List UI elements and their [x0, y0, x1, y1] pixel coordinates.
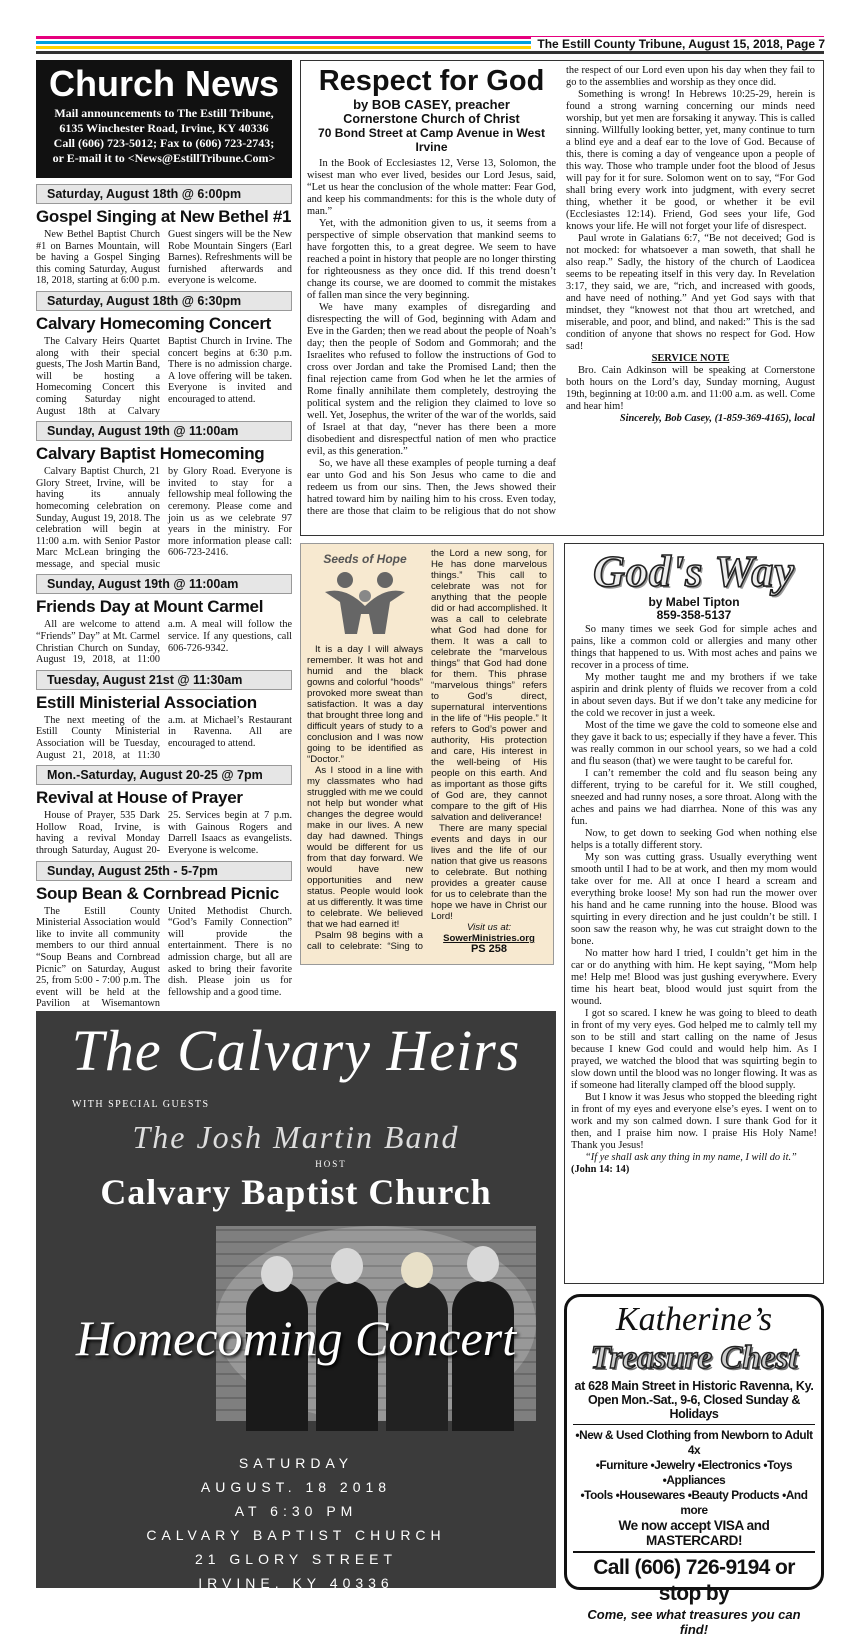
family-figures-icon — [315, 566, 415, 636]
person-head — [331, 1248, 363, 1284]
store-address: at 628 Main Street in Historic Ravenna, Ky. — [574, 1379, 814, 1393]
flyer-host-label: HOST — [315, 1159, 347, 1169]
flyer-church: Calvary Baptist Church — [100, 1172, 492, 1212]
store-name-subtitle: Treasure Chest — [590, 1340, 798, 1376]
event-item — [36, 574, 292, 665]
katherines-treasure-chest-ad — [564, 1294, 824, 1637]
column-paragraph: Most of the time we gave the cold to someone else and they gave it back to us; especially if they have a fever. This was really common in our school years, so we had a cold and flu season (that) we were taught to be careful for. — [571, 720, 817, 767]
church-name: Cornerstone Church of Christ — [343, 112, 520, 126]
service-note-heading: SERVICE NOTE — [651, 353, 730, 364]
event-date: Sunday, August 25th - 5-7pm — [36, 861, 292, 881]
event-date: Tuesday, August 21st @ 11:30am — [36, 670, 292, 690]
submission-info: Mail announcements to The Estill Tribune, 6135 Winchester Road, Irvine, KY 40336 Call (606) 723-5012; Fax to (606) 723-2743; or E-mail it to <News@EstillTribune.Com> — [52, 106, 276, 165]
event-body: The Estill County Ministerial Association would like to invite all community members to our third annual “Soup Beans and Cornbread Picnic” on Saturday, August 25, from 5:00 - 7:00 p.m. The event will be held at the Pavilion at Wisemantown United Methodist Church. “God’s Family Connection” will provide the entertainment. There is no admission charge, but all are asked to bring their favorite dish. Please join us for fellowship and a good time. — [36, 905, 292, 1010]
event-date: Saturday, August 18th @ 6:00pm — [36, 184, 292, 204]
gods-way-column — [564, 543, 824, 1284]
event-date: Mon.-Saturday, August 20-25 @ 7pm — [36, 765, 292, 785]
visit-label: Visit us at: — [466, 922, 512, 933]
flyer-details: SATURDAY AUGUST. 18 2018 AT 6:30 PM CALVARY BAPTIST CHURCH 21 GLORY STREET IRVINE, KY 40336 — [146, 1455, 446, 1591]
scripture-quote: “If ye shall ask any thing in my name, I will do it.” — [585, 1152, 797, 1163]
article-byline: by BOB CASEY, preacher — [353, 97, 510, 112]
column-paragraph: I got so scared. I knew he was going to bleed to death in front of my very eyes. God helped me to calmly tell my son to be still and start calling on the name of Jesus because I knew God could and would help him. As I prayed, we watched the blood that was squirting begin to slow down until the blood was no longer flowing. It was as if someone had literally clamped off the blood supply. — [571, 1008, 817, 1091]
column-paragraph: My mother taught me and my brothers if we take aspirin and drink plenty of fluids we recover from a cold in about seven days. But if we don’t take any medicine for the cold we recover in just a week. — [571, 672, 817, 719]
event-date: Saturday, August 18th @ 6:30pm — [36, 291, 292, 311]
column-paragraph: Psalm 98 begins with a call to celebrate: “Sing to the Lord a new song, for He has done marvelous things.” This call to celebrate was not for anything that the people did or had accomplished. It was a call to celebrate what God had done for them. It was a call to celebrate the “marvelous things” that God had done for them. This phrase “marvelous things” refers to God’s direct, supernatural interventions in the life of “His people.” It refers to God’s power and authority, His protection and care, His interest in the well-being of His people on this earth. And as important as those gifts of God are, they cannot compare to the gift of His salvation and deliverance! — [307, 548, 547, 952]
article-paragraph: Yet, with the admonition given to us, it seems from a perspective of simple observation that mankind seems to have forgotten this, to a great degree. We seem to have reached a point in history that people are no longer thirsting for righteousness as they once did. If this trend doesn’t change its course, we are doomed to commit the mistakes of fallen man since the very beginning. — [307, 218, 556, 301]
author-phone: 859-358-5137 — [656, 608, 732, 622]
store-hours: Open Mon.-Sat., 9-6, Closed Sunday & Holidays — [573, 1393, 815, 1425]
article-paragraph: We have many examples of disregarding and disrespecting the will of God, beginning with Adam and Eve in the Garden; then we read about the people of Noah’s day; then the people of Sodom and Gommorah; and the Israelites who refused to follow the instructions of God to cross over Jordan and take the Promised Land; then the final rejection came from God when he let the armies of Rome finally annihilate them completely, destroying the political system and the religion they claimed to love so well. Yet, Josephus, the writer of the war of the worlds, said of Israel at that day, “never has there been a more disobedient and disrespectful nation of men who practice evil, as this generation.” — [307, 302, 556, 457]
running-head: The Estill County Tribune, August 15, 2018, Page 7 — [531, 37, 825, 51]
column-paragraph: But I know it was Jesus who stopped the bleeding right in front of my eyes and everyone else’s eyes. I went on to work and my son calmed down. I sure thank God for it then, and I praise him now. I praise His Holy Name! Thank you Jesus! — [571, 1092, 817, 1151]
event-body: All are welcome to attend “Friends” Day” at Mt. Carmel Christian Church on Sunday, August 19, 2018, at 11:00 a.m. A meal will follow the service. If any questions, call 606-726-9342. — [36, 619, 292, 666]
article-signoff: Sincerely, Bob Casey, (1-859-369-4165), local — [619, 413, 815, 424]
article-header — [307, 65, 556, 154]
events-column — [36, 184, 292, 1014]
column-paragraph: My son was cutting grass. Usually everything went smooth until I had to be at work, and then my mom would take over for me. All at once I heard a scream and everything broke loose! My son had run the mower over his hand and he came running into the house. Blood was squirting in every direction and he just couldn’t be still. I soon saw the reason why, he was cut straight down to the bone. — [571, 852, 817, 947]
seeds-of-hope-logo: Seeds of Hope — [307, 548, 423, 644]
event-item — [36, 291, 292, 417]
church-address: 70 Bond Street at Camp Avenue in West Irvine — [318, 126, 545, 154]
event-title: Friends Day at Mount Carmel — [36, 597, 264, 617]
column-paragraph: So many times we seek God for simple aches and pains, like a common cold or allergies and many other things that happened to us. With most aches and pains we recover in a process of time. — [571, 624, 817, 671]
event-body: The next meeting of the Estill County Ministerial Association will be Tuesday, August 21, 2018, at 11:30 a.m. at Michael’s Restaurant in Ravenna. All are encouraged to attend. — [36, 714, 292, 761]
service-note: Bro. Cain Adkinson will be speaking at Cornerstone both hours on the Lord’s day, Sunday morning, August 19th, beginning at 10:00 a.m. and 11:00 a.m. as well. Come and hear him! — [566, 365, 815, 412]
column-byline: by Mabel Tipton — [648, 595, 740, 609]
article-paragraph: Something is wrong! In Hebrews 10:25-29, herein is found a strong warning concerning our minds need worship, but yet men are forsaking it anyway. This is called sinning. Willfully looking better, yet, many continue to turn a blind eye and a deaf ear to the love of God. Because of this, there is coming a day of vengeance upon a people of this way. Those who trample under foot the blood of Jesus will pay for it for sure. Solomon went on to say, “For God shall bring every work into judgment, with every secret thing, whether it be good, or whether it be evil (Ecclesiastes 12:14). Friend, God sees your life, God knows your life. He will not forget your life of disrespect. — [566, 89, 815, 232]
event-item — [36, 184, 292, 287]
event-date: Sunday, August 19th @ 11:00am — [36, 574, 292, 594]
section-title: Church News — [48, 63, 280, 104]
website-link[interactable]: SowerMinistries.org — [443, 933, 535, 944]
store-phone: Call (606) 726-9194 or stop by — [593, 1556, 795, 1605]
event-item — [36, 765, 292, 856]
event-body: House of Prayer, 535 Dark Hollow Road, Irvine, is having a revival Monday through Saturday, August 20-25. Services begin at 7 p.m. with Gainous Rogers and Darrell Isaacs as evangelists. Everyone is welcome. — [36, 810, 292, 856]
flyer-guests-label: WITH SPECIAL GUESTS — [72, 1099, 210, 1110]
church-news-masthead — [36, 60, 292, 178]
event-item — [36, 421, 292, 570]
event-item — [36, 861, 292, 1010]
calvary-heirs-concert-flyer — [36, 1011, 556, 1591]
scripture-citation: (John 14: 14) — [571, 1164, 630, 1175]
store-tagline: Come, see what treasures you can find! — [587, 1607, 801, 1637]
event-date: Sunday, August 19th @ 11:00am — [36, 421, 292, 441]
column-paragraph: As I stood in a line with my classmates who had struggled with me we could not help but wonder what changes the degree would make in our lives. A new day had dawned. Things would be different for us from that day forward. We would have new opportunities and new status. People would look at us differently. It was time to celebrate. We believed that we had earned it! — [307, 765, 423, 930]
store-name: Katherine’s — [615, 1301, 773, 1338]
event-title: Calvary Baptist Homecoming — [36, 444, 265, 464]
column-title: God's Way — [593, 547, 795, 596]
store-items: •New & Used Clothing from Newborn to Adult 4x •Furniture •Jewelry •Electronics •Toys •Appliances •Tools •Housewares •Beauty Products •And more — [575, 1428, 813, 1517]
flyer-band: The Josh Martin Band — [132, 1119, 460, 1155]
article-paragraph: Paul wrote in Galatians 6:7, “Be not deceived; God is not mocked: for whatsoever a man soweth, that shall he also reap.” Sadly, the history of the church of Laodicea seems to be repeating itself in this very day. In Revelation 3:17, they said, we are, “rich, and increased with goods, and have need of nothing.” And yet God says with that mindset, they “knowest not that thou art wretched, and miserable, and poor, and blind, and naked:” This is the sad condition of anyone that shows no respect for God. How sad! — [566, 233, 815, 352]
column-paragraph: There are many special events and days in our lives and the life of our nation that give us reasons to celebrate. But nothing provides a greater cause for us to celebrate than the hope we have in Christ our Lord! — [431, 823, 547, 922]
column-paragraph: It is a day I will always remember. It was hot and humid and the black gowns and colorful “hoods” provoked more sweat than satisfaction. It was a day that brought three long and difficult years of study to a conclusion and I was now going to be identified as “Doctor.” — [307, 644, 423, 765]
article-paragraph: In the Book of Ecclesiastes 12, Verse 13, Solomon, the wisest man who ever lived, besides our Lord Jesus, said, “Let us hear the conclusion of the whole matter: Fear God, and keep his commandments: for this is the whole duty of man.” — [307, 158, 556, 217]
column-paragraph: Now, to get down to seeking God when nothing else helps is a totally different story. — [571, 828, 817, 851]
event-item — [36, 670, 292, 761]
flyer-concert-title: Homecoming Concert — [75, 1310, 517, 1366]
person-head — [467, 1246, 499, 1282]
event-title: Soup Bean & Cornbread Picnic — [36, 883, 279, 903]
column-paragraph: I can’t remember the cold and flu season being any different, trying to be careful for it. We still coughed, sneezed and had runny noses, a sore throat. Along with the aches and pains we had diarrhea. None of this was any fun. — [571, 768, 817, 827]
article-title: Respect for God — [318, 65, 545, 97]
flyer-title: The Calvary Heirs — [71, 1018, 521, 1083]
event-title: Calvary Homecoming Concert — [36, 313, 271, 333]
respect-for-god-article — [300, 60, 824, 536]
person-head — [261, 1256, 293, 1292]
event-title: Revival at House of Prayer — [36, 788, 243, 808]
event-title: Estill Ministerial Association — [36, 692, 257, 712]
article-paragraph: So, we have all these examples of people turning a deaf ear unto God and his Son Jesus who came to die and redeem us from our sins. Then, the Jews showed their hatred toward him by nailing him to his cross. Even today, there are those that claim to be religious that do not show the respect of our Lord even upon his day when they fail to go to the assemblies and worship as they once did. — [307, 65, 815, 517]
column-paragraph: No matter how hard I tried, I couldn’t get him in the car or do anything with him. He kept saying, “Mom help me! Help me! Blood was just gushing everywhere. Every time his heart beat, blood would just squirt from the wound. — [571, 948, 817, 1007]
psalm-reference: PS 258 — [470, 943, 508, 955]
event-body: Calvary Baptist Church, 21 Glory Street, Irvine, will be having its annualy homecoming celebration on Sunday, August 19, 2018. The celebration will begin at 11:00 a.m. with Senior Pastor Marc McLean bringing the message, and special music by Glory Road. Everyone is invited to stay for a fellowship meal following the ceremony. Please come and join us as we celebrate 97 years in the ministry. For more information please call: 606-723-2416. — [36, 466, 292, 570]
event-body: The Calvary Heirs Quartet along with their special guests, The Josh Martin Band, will be hosting a Homecoming Concert this coming Saturday night August 18th at Calvary Baptist Church in Irvine. The concert begins at 6:30 p.m. There is no admission charge. A love offering will be taken. Everyone is invited and encouraged to attend. — [36, 335, 292, 417]
seeds-of-hope-column — [300, 543, 554, 965]
event-title: Gospel Singing at New Bethel #1 — [36, 207, 292, 226]
event-body: New Bethel Baptist Church #1 on Barnes Mountain, will be having a Gospel Singing this coming Saturday, August 18, 2018, starting at 6:00 p.m. Guest singers will be the New Robe Mountain Singers (Earl Barnes). Refreshments will be furnished afterwards and everyone is welcome. — [36, 229, 292, 287]
payment-note: We now accept VISA and MASTERCARD! — [573, 1518, 815, 1553]
person-head — [401, 1252, 433, 1288]
